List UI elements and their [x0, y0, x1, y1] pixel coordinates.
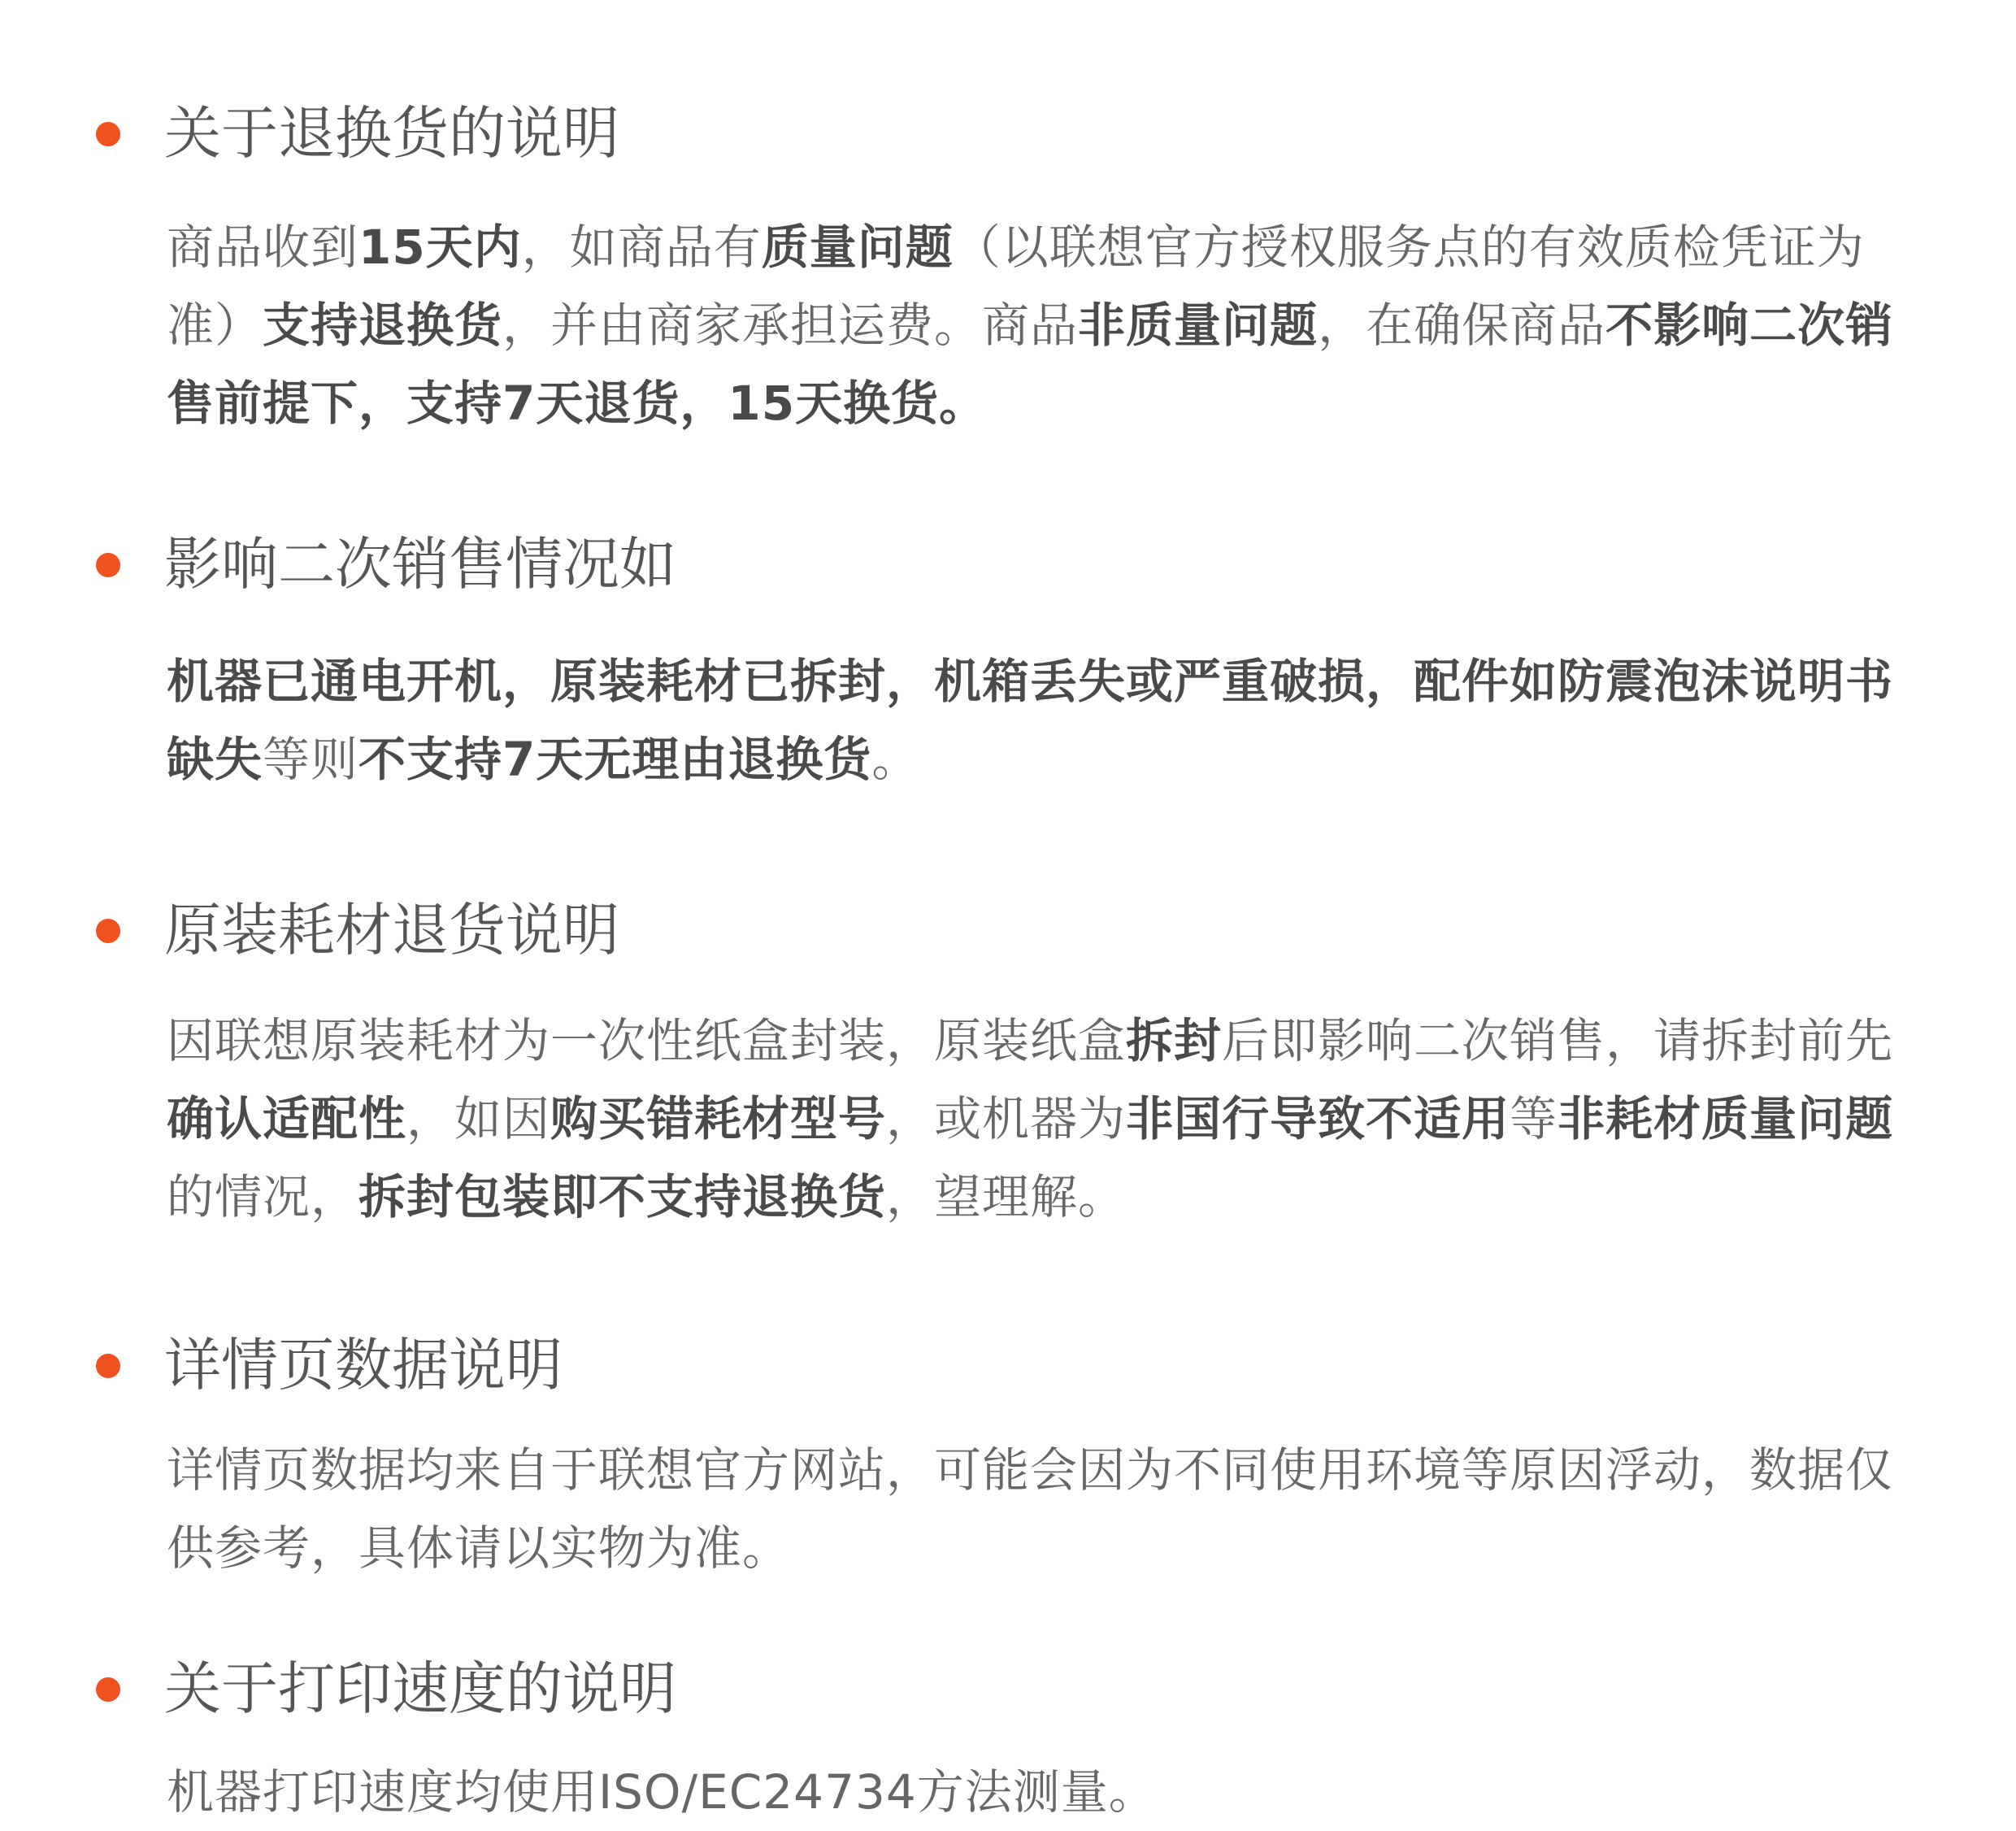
section-body [167, 208, 1914, 442]
body-text: ，并由商家承担运费。商品 [502, 298, 1079, 353]
body-text-bold: 质量问题 [761, 220, 954, 275]
body-text-bold: 非国行导致不适用 [1126, 1091, 1510, 1146]
body-text: ，如因 [406, 1091, 551, 1146]
bullet-dot-icon [96, 122, 120, 146]
section-title: 原装耗材退货说明 [164, 897, 619, 963]
bullet-dot-icon [96, 919, 120, 943]
bullet-dot-icon [96, 1354, 120, 1378]
body-text-bold: 拆封 [1126, 1013, 1223, 1068]
body-text: 详情页数据均来自于联想官方网站，可能会因为不同使用环境等原因浮动，数据仅供参考，具体请以实物为准。 [167, 1442, 1894, 1576]
body-text: （以联想官方授权服务点的有效质检凭证为准） [167, 220, 1865, 353]
body-text: 因联想原装耗材为一次性纸盒封装，原装纸盒 [167, 1013, 1127, 1068]
section-title: 关于退换货的说明 [164, 100, 619, 167]
section-body [167, 1431, 1914, 1587]
body-text-bold: 机器已通电开机，原装耗材已拆封，机箱丢失或严重破损，配件如防震泡沫说明书缺失 [167, 654, 1894, 787]
body-text-bold: 购买错耗材型号 [550, 1091, 887, 1146]
section-body [167, 642, 1914, 798]
body-text-bold: 支持退换货 [263, 298, 503, 353]
bullet-dot-icon [96, 553, 120, 577]
body-text: 后即影响二次销售，请拆封前先 [1222, 1013, 1894, 1068]
section-title: 关于打印速度的说明 [164, 1655, 676, 1722]
section-title: 影响二次销售情况如 [164, 531, 676, 598]
body-text-bold: 非质量问题 [1078, 298, 1319, 353]
body-text-bold: 不影响二次销售前提下，支持7天退货，15天换货。 [167, 298, 1894, 431]
body-text: 等 [1510, 1091, 1558, 1146]
section-title: 详情页数据说明 [164, 1332, 563, 1398]
bullet-dot-icon [96, 1677, 120, 1702]
body-text: 的情况， [167, 1169, 359, 1224]
body-text-bold: 确认适配性 [167, 1091, 407, 1146]
section-body [167, 1753, 1914, 1831]
body-text: 。 [871, 732, 920, 787]
body-text: 等则 [263, 732, 359, 787]
body-text: ，或机器为 [886, 1091, 1127, 1146]
body-text-bold: 拆封包装即不支持退换货 [358, 1169, 887, 1224]
body-text-bold: 非耗材质量问题 [1558, 1091, 1894, 1146]
body-text: 商品收到 [167, 220, 359, 275]
body-text-bold: 不支持7天无理由退换货 [358, 732, 872, 787]
body-text-bold: 15天内 [358, 220, 522, 275]
body-text: ，如商品有 [521, 220, 762, 275]
body-text: 机器打印速度均使用ISO/EC24734方法测量。 [167, 1764, 1157, 1820]
section-body [167, 1002, 1914, 1236]
body-text: ，望理解。 [886, 1169, 1127, 1224]
body-text: ，在确保商品 [1318, 298, 1606, 353]
